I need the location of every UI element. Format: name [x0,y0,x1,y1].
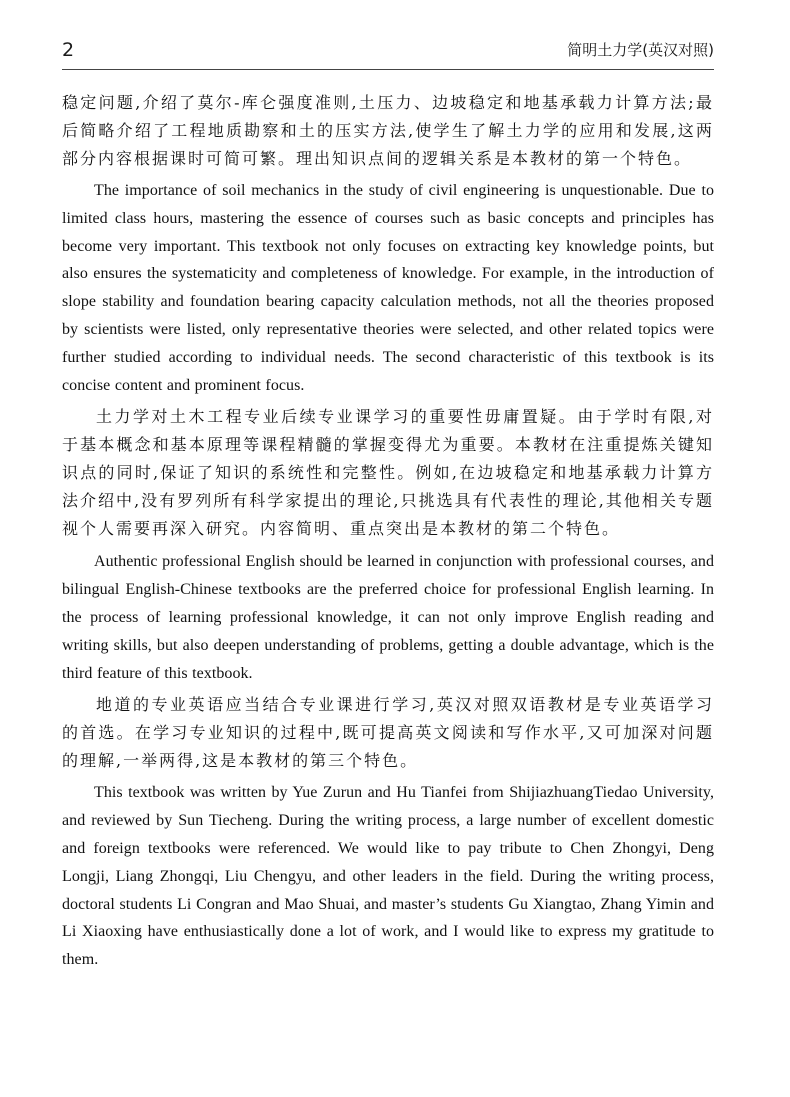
running-title: 简明土力学(英汉对照) [567,41,714,59]
page-header [62,36,714,72]
paragraph-zh-continuation: 稳定问题,介绍了莫尔-库仑强度准则,土压力、边坡稳定和地基承载力计算方法;最后简略介绍了工程地质勘察和土的压实方法,使学生了解土力学的应用和发展,这两部分内容根据课时可简可繁。理出知识点间的逻辑关系是本教材的第一个特色。 [62,93,714,168]
paragraph-en-second-feature: The importance of soil mechanics in the study of civil engineering is unquestionable. Due to limited class hours, mastering the essence of courses such as basic concepts and principles has become very important. This textbook not only focuses on extracting key knowledge points, but also ensures the systematicity and completeness of knowledge. For example, in the introduction of slope stability and foundation bearing capacity calculation methods, not all the theories proposed by scientists were listed, only representative theories were selected, and other related topics were further studied according to individual needs. The second characteristic of this textbook is its concise content and prominent focus. [62,182,714,394]
paragraph-en-acknowledgements: This textbook was written by Yue Zurun and Hu Tianfei from ShijiazhuangTiedao University, and reviewed by Sun Tiecheng. During the writing process, a large number of excellent domestic and foreign textbooks were referenced. We would like to pay tribute to Chen Zhongyi, Deng Longji, Liang Zhongqi, Liu Chengyu, and other leaders in the field. During the writing process, doctoral students Li Congran and Mao Shuai, and master’s students Gu Xiangtao, Zhang Yimin and Li Xiaoxing have enthusiastically done a lot of work, and I would like to express my gratitude to them. [62,784,714,969]
body-text [62,89,714,974]
paragraph-en-third-feature: Authentic professional English should be learned in conjunction with professional courses, and bilingual English-Chinese textbooks are the preferred choice for professional English learning. In the process of learning professional knowledge, it can not only improve English reading and writing skills, but also deepen understanding of problems, getting a double advantage, which is the third feature of this textbook. [62,553,714,682]
page-number: 2 [62,39,75,61]
paragraph-zh-third-feature: 地道的专业英语应当结合专业课进行学习,英汉对照双语教材是专业英语学习的首选。在学习专业知识的过程中,既可提高英文阅读和写作水平,又可加深对问题的理解,一举两得,这是本教材的第三个特色。 [62,695,714,771]
paragraph-zh-second-feature: 土力学对土木工程专业后续专业课学习的重要性毋庸置疑。由于学时有限,对于基本概念和基本原理等课程精髓的掌握变得尤为重要。本教材在注重提炼关键知识点的同时,保证了知识的系统性和完整性。例如,在边坡稳定和地基承载力计算方法介绍中,没有罗列所有科学家提出的理论,只挑选具有代表性的理论,其他相关专题视个人需要再深入研究。内容简明、重点突出是本教材的第二个特色。 [62,407,714,539]
header-rule [62,69,714,70]
